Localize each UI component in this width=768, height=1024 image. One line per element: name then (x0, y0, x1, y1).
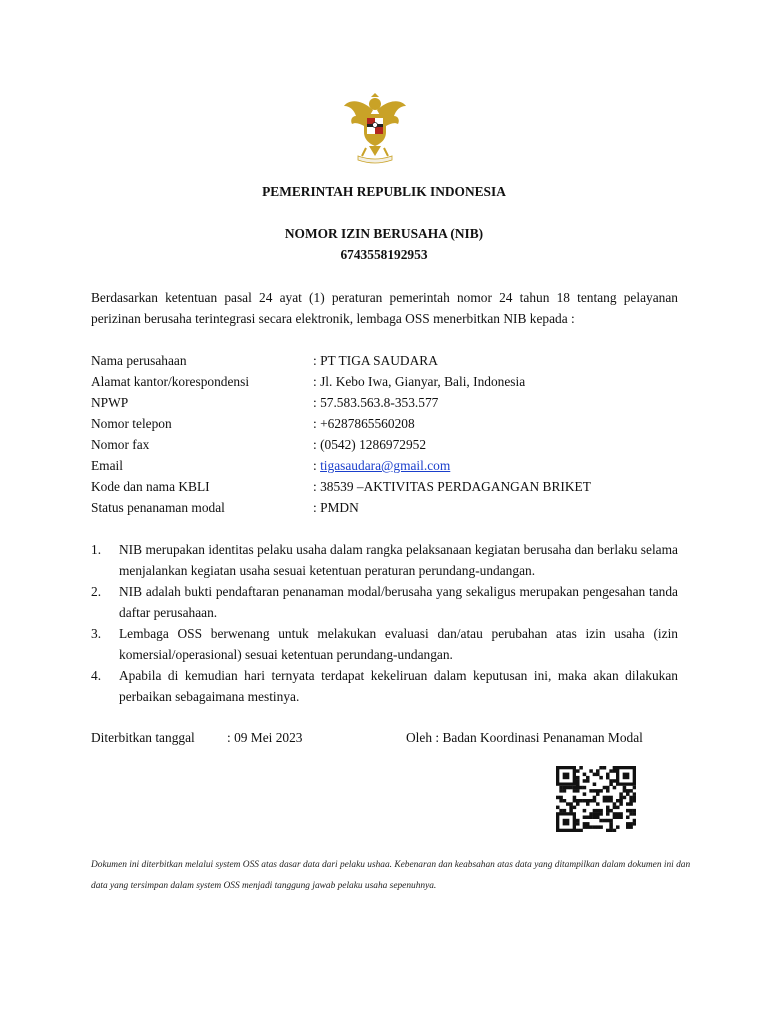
government-title: PEMERINTAH REPUBLIK INDONESIA (262, 184, 506, 199)
field-row-email (91, 455, 691, 476)
field-row-address (91, 371, 691, 392)
company-fields (91, 350, 691, 518)
field-value: : +6287865560208 (313, 416, 415, 431)
email-prefix: : (313, 458, 321, 473)
field-row-phone (91, 413, 691, 434)
field-label: Email (91, 458, 123, 473)
field-label: Nomor fax (91, 437, 150, 452)
field-label: Nomor telepon (91, 416, 172, 431)
field-label: Kode dan nama KBLI (91, 479, 210, 494)
note-number: 1. (91, 542, 102, 557)
issued-by: Oleh : Badan Koordinasi Penanaman Modal (406, 730, 643, 745)
document-title: NOMOR IZIN BERUSAHA (NIB) (284, 226, 484, 241)
qr-code-icon (556, 766, 636, 832)
note-number: 2. (91, 584, 102, 599)
note-text: Lembaga OSS berwenang untuk melakukan evaluasi dan/atau perubahan atas izin usaha (izin komersial/operasional) sesuai ketentuan perundang-undangan. (119, 626, 678, 662)
list-item (91, 623, 678, 665)
note-text: Apabila di kemudian hari ternyata terdapat kekeliruan dalam keputusan ini, maka akan dilakukan perbaikan sebagaimana mestinya. (119, 668, 678, 704)
field-row-fax (91, 434, 691, 455)
field-row-kbli (91, 476, 691, 497)
note-number: 3. (91, 626, 102, 641)
list-item (91, 665, 678, 707)
email-link[interactable]: tigasaudara@gmail.com (320, 458, 451, 473)
field-value: : (0542) 1286972952 (313, 437, 427, 452)
field-label: Alamat kantor/korespondensi (91, 374, 250, 389)
note-text: NIB adalah bukti pendaftaran penanaman modal/berusaha yang sekaligus merupakan pengesahan tanda daftar perusahaan. (119, 584, 678, 620)
garuda-emblem-icon (340, 92, 410, 164)
note-number: 4. (91, 668, 102, 683)
issued-label: Diterbitkan tanggal (91, 730, 195, 745)
intro-paragraph: Berdasarkan ketentuan pasal 24 ayat (1) peraturan pemerintah nomor 24 tahun 18 tentang pelayanan perizinan berusaha terintegrasi secara elektronik, lembaga OSS menerbitkan NIB kepada : (91, 290, 678, 326)
note-text: NIB merupakan identitas pelaku usaha dalam rangka pelaksanaan kegiatan berusaha dan berlaku selama menjalankan kegiatan usaha sesuai ketentuan peraturan perundang-undangan. (119, 542, 678, 578)
field-value: : PT TIGA SAUDARA (313, 353, 438, 368)
field-row-company-name (91, 350, 691, 371)
field-value: : PMDN (313, 500, 359, 515)
footer-disclaimer: Dokumen ini diterbitkan melalui system OSS atas dasar data dari pelaku ushaa. Kebenaran dan keabsahan atas data yang ditampilkan dalam dokumen ini dan data yang tersimpan dalam system OSS menjadi tanggung jawab pelaku usaha sepenuhnya. (91, 860, 691, 891)
issued-value: : 09 Mei 2023 (227, 730, 303, 745)
field-value (313, 455, 450, 476)
list-item (91, 539, 678, 581)
field-label: Status penanaman modal (91, 500, 225, 515)
field-label: NPWP (91, 395, 129, 410)
field-value: : Jl. Kebo Iwa, Gianyar, Bali, Indonesia (313, 374, 526, 389)
issued-date (91, 730, 303, 746)
notes-list (91, 539, 678, 707)
list-item (91, 581, 678, 623)
field-label: Nama perusahaan (91, 353, 187, 368)
field-row-npwp (91, 392, 691, 413)
field-value: : 38539 –AKTIVITAS PERDAGANGAN BRIKET (313, 479, 591, 494)
field-value: : 57.583.563.8-353.577 (313, 395, 439, 410)
nib-number: 6743558192953 (340, 247, 428, 262)
field-row-investment-status (91, 497, 691, 518)
